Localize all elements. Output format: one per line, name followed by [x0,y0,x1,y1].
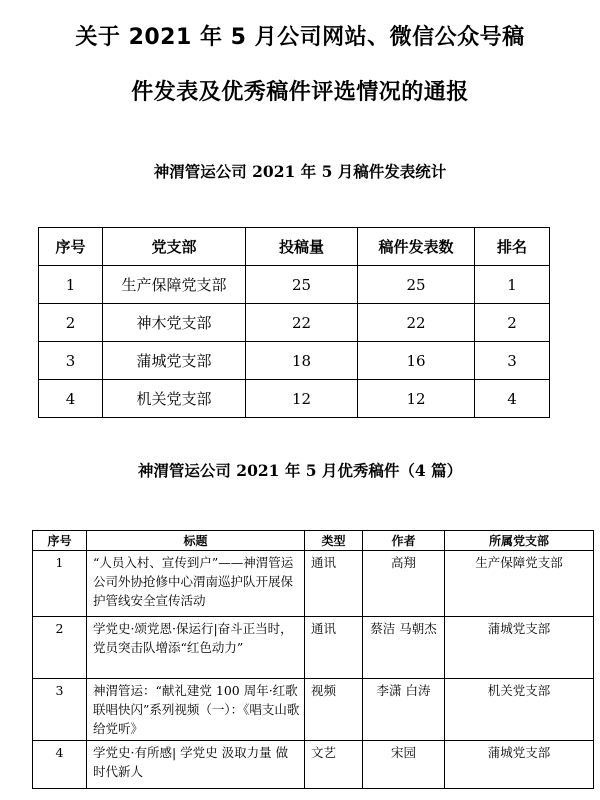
cell-type: 视频 [305,679,363,741]
excellent-table-title: 神渭管运公司 2021 年 5 月优秀稿件（4 篇） [137,461,463,480]
cell-branch: 蒲城党支部 [445,617,594,679]
cell-type: 通讯 [305,551,363,617]
cell-branch: 生产保障党支部 [103,266,246,304]
cell-no: 4 [39,380,103,418]
cell-rank: 2 [475,304,550,342]
table-header-row [39,228,550,266]
cell-published: 22 [358,304,475,342]
cell-no: 2 [39,304,103,342]
cell-branch: 蒲城党支部 [445,741,594,789]
column-header-published: 稿件发表数 [358,228,475,266]
cell-branch: 生产保障党支部 [445,551,594,617]
cell-branch: 机关党支部 [103,380,246,418]
cell-no: 2 [33,617,87,679]
cell-published: 12 [358,380,475,418]
cell-title: 学党史·有所感| 学党史 汲取力量 做时代新人 [87,741,305,789]
cell-submitted: 25 [246,266,358,304]
cell-submitted: 22 [246,304,358,342]
table-header-row [33,531,594,551]
cell-rank: 1 [475,266,550,304]
cell-published: 25 [358,266,475,304]
stats-table-title: 神渭管运公司 2021 年 5 月稿件发表统计 [153,162,447,181]
cell-no: 3 [39,342,103,380]
cell-no: 1 [39,266,103,304]
cell-no: 3 [33,679,87,741]
table-row [33,551,594,617]
document-title-line-1: 关于 2021 年 5 月公司网站、微信公众号稿 [75,25,525,50]
document-title-line-2: 件发表及优秀稿件评选情况的通报 [131,80,469,105]
table-row [33,741,594,789]
cell-title: 神渭管运：“献礼建党 100 周年·红歌联唱快闪”系列视频（一）：《唱支山歌给党听》 [87,679,305,741]
cell-rank: 4 [475,380,550,418]
column-header-rank: 排名 [475,228,550,266]
cell-author: 宋园 [363,741,445,789]
cell-type: 通讯 [305,617,363,679]
submission-stats-table [38,227,550,418]
cell-rank: 3 [475,342,550,380]
column-header-no: 序号 [33,531,87,551]
cell-no: 4 [33,741,87,789]
excellent-articles-table [32,530,594,789]
cell-no: 1 [33,551,87,617]
table-row [39,266,550,304]
cell-branch: 蒲城党支部 [103,342,246,380]
cell-branch: 神木党支部 [103,304,246,342]
table-row [39,304,550,342]
cell-author: 高翔 [363,551,445,617]
cell-author: 李潇 白涛 [363,679,445,741]
table-row [39,342,550,380]
column-header-branch: 所属党支部 [445,531,594,551]
cell-title: “人员入村、宣传到户”——神渭管运公司外协抢修中心渭南巡护队开展保护管线安全宣传活动 [87,551,305,617]
cell-published: 16 [358,342,475,380]
cell-branch: 机关党支部 [445,679,594,741]
column-header-no: 序号 [39,228,103,266]
table-row [39,380,550,418]
column-header-branch: 党支部 [103,228,246,266]
cell-submitted: 18 [246,342,358,380]
column-header-author: 作者 [363,531,445,551]
cell-submitted: 12 [246,380,358,418]
cell-type: 文艺 [305,741,363,789]
cell-title: 学党史·颂党恩·保运行|奋斗正当时，党员突击队增添“红色动力” [87,617,305,679]
column-header-submitted: 投稿量 [246,228,358,266]
column-header-title: 标题 [87,531,305,551]
table-row [33,617,594,679]
table-row [33,679,594,741]
cell-author: 蔡洁 马朝杰 [363,617,445,679]
column-header-type: 类型 [305,531,363,551]
